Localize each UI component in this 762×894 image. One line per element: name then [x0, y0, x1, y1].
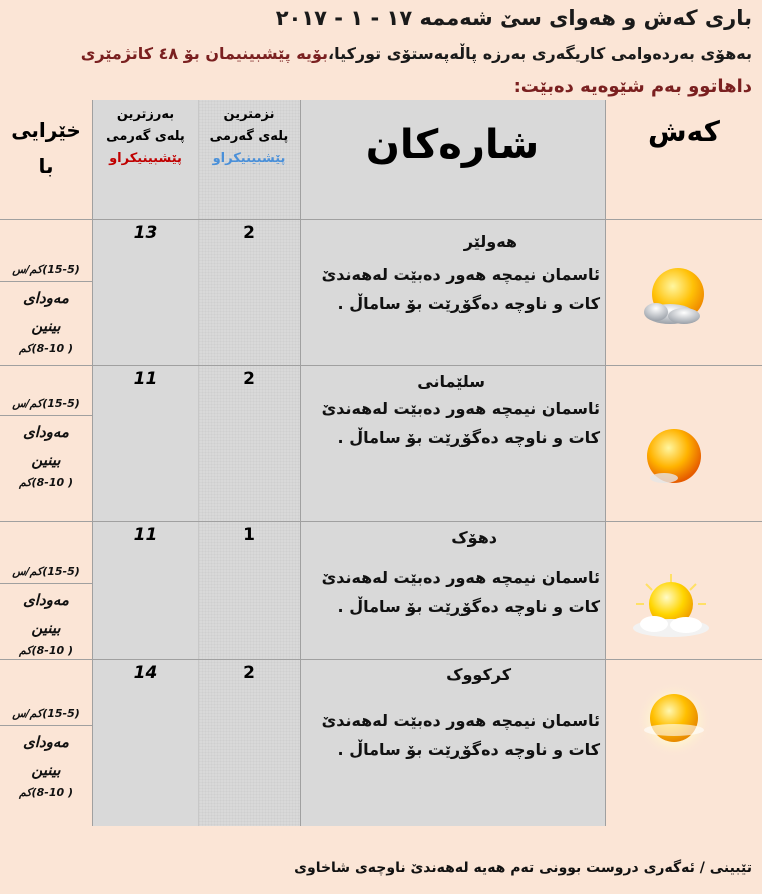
- low-temp-value: 1: [243, 525, 255, 545]
- forecast-description-line: کات و ناوچە دەگۆڕێت بۆ ساماڵ .: [337, 740, 600, 759]
- forecast-description-line: ئاسمان نیمچە هەور دەبێت لەهەندێ: [321, 265, 600, 284]
- subtitle-line-2: داهاتوو بەم شێوەیە دەبێت:: [513, 76, 752, 97]
- low-temp-value: 2: [243, 663, 255, 683]
- grid-line: [198, 100, 199, 826]
- city-name-sulaymaniyah: سلێمانی: [417, 372, 485, 391]
- forecast-description-line: کات و ناوچە دەگۆڕێت بۆ ساماڵ .: [337, 597, 600, 616]
- grid-line: [300, 100, 301, 826]
- visibility-range: ( 8-10)کم: [19, 476, 73, 489]
- cities-column-header: شارەکان: [365, 122, 540, 168]
- wind-speed-range: (15-5)کم/س: [12, 707, 80, 720]
- wind-visibility-cell: [0, 705, 92, 802]
- visibility-range: ( 8-10)کم: [19, 786, 73, 799]
- grid-line: [0, 659, 762, 660]
- weather-column-header: کەش: [648, 115, 720, 148]
- forecast-description-line: کات و ناوچە دەگۆڕێت بۆ ساماڵ .: [337, 428, 600, 447]
- high-temp-value: 14: [133, 663, 158, 683]
- hazy-sun-icon: [634, 680, 714, 760]
- cell-divider: [0, 281, 92, 282]
- low-temp-header-line: نزمترین: [223, 107, 275, 122]
- grid-line: [0, 521, 762, 522]
- wind-speed-header-line: با: [38, 154, 54, 178]
- low-temp-value: 2: [243, 223, 255, 243]
- low-temp-value: 2: [243, 369, 255, 389]
- cell-divider: [0, 583, 92, 584]
- forecast-description: [305, 706, 600, 764]
- city-name-duhok: دهۆک: [451, 528, 497, 547]
- forecast-description-line: ئاسمان نیمچە هەور دەبێت لەهەندێ: [321, 711, 600, 730]
- sun-icon: [634, 420, 714, 490]
- wind-speed-range: (15-5)کم/س: [12, 565, 80, 578]
- visibility-label: بینین: [31, 451, 61, 469]
- visibility-label: بینین: [31, 761, 61, 779]
- subtitle-line: [10, 44, 752, 63]
- visibility-range: ( 8-10)کم: [19, 342, 73, 355]
- high-temp-value: 11: [133, 525, 158, 545]
- high-temp-header: [93, 104, 198, 170]
- visibility-label: بینین: [31, 317, 61, 335]
- partly-cloudy-icon: [634, 262, 714, 332]
- low-temp-header-line: پێشبینیکراو: [212, 151, 286, 166]
- high-temp-column: [93, 100, 198, 826]
- forecast-description: [305, 394, 600, 452]
- subtitle-part-b: بۆیە پێشبینیمان بۆ ٤٨ کاتژمێری: [80, 44, 328, 63]
- sun-cloud-icon: [626, 572, 716, 642]
- wind-speed-header-line: خێرایی: [11, 118, 81, 142]
- visibility-label: بینین: [31, 619, 61, 637]
- city-name-erbil: هەولێر: [463, 232, 517, 251]
- cell-divider: [0, 725, 92, 726]
- high-temp-value: 13: [133, 223, 158, 243]
- forecast-description-line: ئاسمان نیمچە هەور دەبێت لەهەندێ: [321, 399, 600, 418]
- wind-visibility-cell: [0, 261, 92, 358]
- visibility-label: مەودای: [23, 733, 69, 751]
- visibility-range: ( 8-10)کم: [19, 644, 73, 657]
- grid-line: [0, 219, 762, 220]
- high-temp-header-line: پێشبینیکراو: [109, 151, 182, 166]
- forecast-description-line: ئاسمان نیمچە هەور دەبێت لەهەندێ: [321, 568, 600, 587]
- forecast-description-line: کات و ناوچە دەگۆڕێت بۆ ساماڵ .: [337, 294, 600, 313]
- wind-visibility-cell: [0, 395, 92, 492]
- grid-line: [605, 100, 606, 826]
- visibility-label: مەودای: [23, 423, 69, 441]
- wind-visibility-cell: [0, 563, 92, 660]
- high-temp-header-line: پلەی گەرمی: [106, 129, 185, 144]
- low-temp-header: [198, 104, 300, 170]
- visibility-label: مەودای: [23, 591, 69, 609]
- subtitle-part-a: بەهۆی بەردەوامی کاریگەری بەرزە پاڵەپەستۆی تورکیا،: [327, 44, 752, 63]
- wind-speed-range: (15-5)کم/س: [12, 263, 80, 276]
- page-title: باری کەش و هەوای سێ شەممە ١٧ - ١ - ٢٠١٧: [275, 6, 752, 30]
- wind-speed-header: [0, 112, 92, 184]
- forecast-description: [305, 260, 600, 318]
- high-temp-value: 11: [133, 369, 158, 389]
- cell-divider: [0, 415, 92, 416]
- grid-line: [0, 365, 762, 366]
- city-name-kirkuk: کرکووک: [446, 665, 511, 684]
- high-temp-header-line: بەرزترین: [116, 107, 175, 122]
- wind-speed-range: (15-5)کم/س: [12, 397, 80, 410]
- visibility-label: مەودای: [23, 289, 69, 307]
- low-temp-column: [198, 100, 300, 826]
- grid-line: [92, 100, 93, 826]
- low-temp-header-line: پلەی گەرمی: [209, 129, 289, 144]
- forecast-description: [305, 563, 600, 621]
- footnote: تێبینی / ئەگەری دروست بوونی تەم هەیە لەهەندێ ناوچەی شاخاوی: [294, 860, 752, 876]
